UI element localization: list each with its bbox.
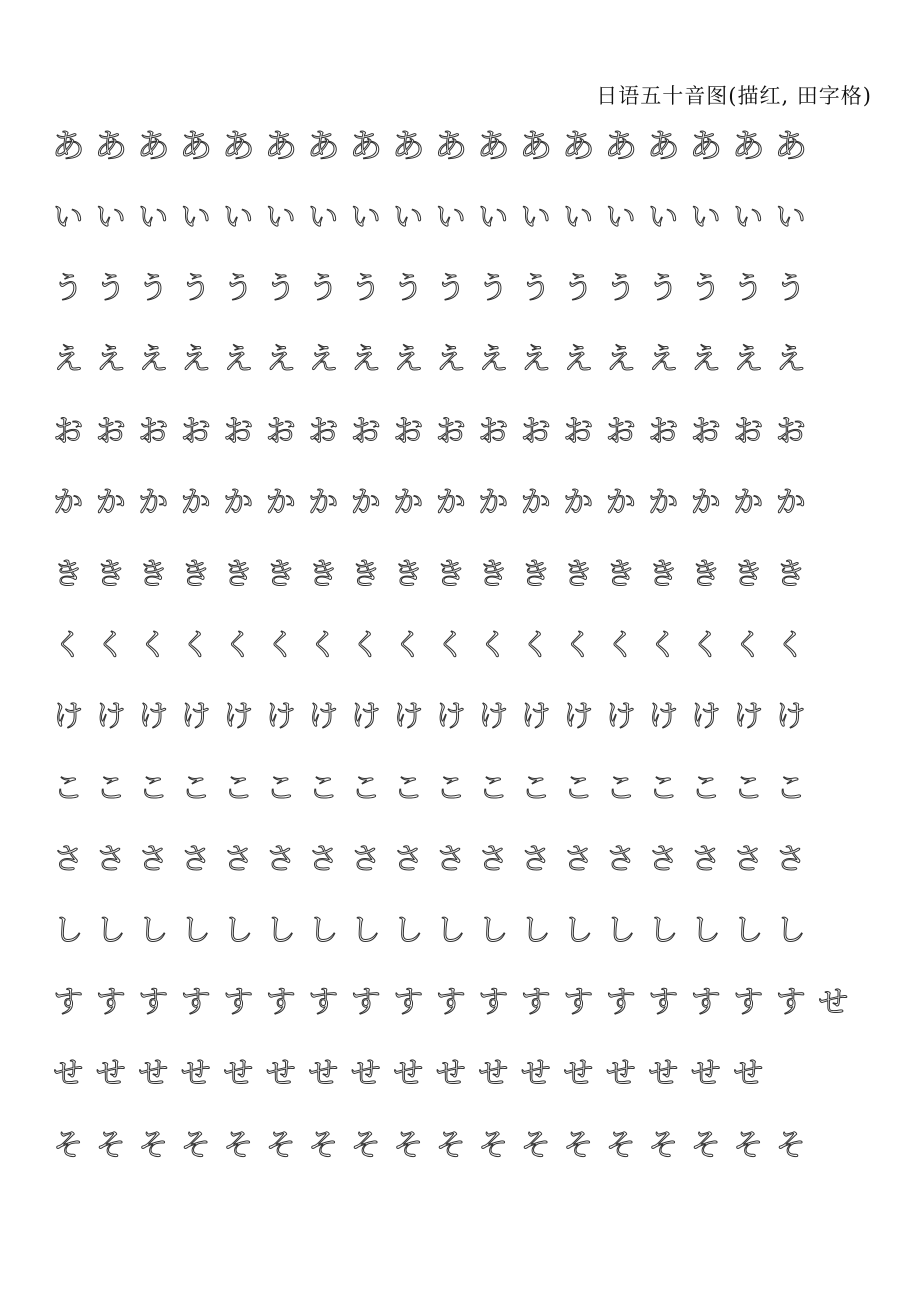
kana-trace-char: し	[435, 913, 466, 949]
kana-trace-char: く	[563, 627, 594, 663]
kana-trace-char: す	[53, 984, 84, 1020]
kana-trace-char: か	[520, 485, 551, 521]
kana-trace-char: こ	[393, 770, 424, 806]
kana-trace-char: え	[138, 342, 169, 378]
kana-trace-char: き	[435, 556, 466, 592]
kana-trace-char: せ	[393, 1056, 424, 1092]
kana-trace-char: お	[265, 413, 296, 449]
kana-trace-char: こ	[648, 770, 679, 806]
kana-trace-char: し	[53, 913, 84, 949]
kana-trace-char: う	[775, 270, 806, 306]
kana-trace-char: そ	[350, 1127, 381, 1163]
kana-trace-char: そ	[223, 1127, 254, 1163]
kana-trace-char: お	[308, 413, 339, 449]
kana-trace-char: あ	[774, 126, 808, 166]
kana-trace-char: あ	[646, 126, 680, 166]
kana-trace-char: え	[180, 342, 211, 378]
kana-trace-char: す	[223, 984, 254, 1020]
kana-trace-char: か	[223, 485, 254, 521]
kana-trace-char: き	[690, 556, 721, 592]
kana-trace-char: こ	[350, 770, 381, 806]
kana-trace-char: い	[605, 199, 636, 235]
kana-trace-char: せ	[95, 1056, 126, 1092]
kana-trace-char: う	[605, 270, 636, 306]
kana-trace-char: く	[520, 627, 551, 663]
kana-trace-char: せ	[733, 1056, 764, 1092]
kana-row	[47, 824, 877, 895]
kana-trace-char: え	[605, 342, 636, 378]
kana-trace-char: え	[223, 342, 254, 378]
kana-trace-char: い	[138, 199, 169, 235]
kana-trace-char: う	[350, 270, 381, 306]
kana-trace-char: い	[223, 199, 254, 235]
kana-trace-char: く	[95, 627, 126, 663]
kana-trace-char: い	[265, 199, 296, 235]
kana-trace-char: お	[690, 413, 721, 449]
kana-row	[47, 538, 877, 609]
kana-trace-char: こ	[95, 770, 126, 806]
kana-trace-char: き	[180, 556, 211, 592]
kana-trace-char: さ	[563, 842, 594, 878]
kana-trace-char: お	[563, 413, 594, 449]
kana-trace-char: う	[393, 270, 424, 306]
kana-trace-char: こ	[733, 770, 764, 806]
kana-trace-char: そ	[690, 1127, 721, 1163]
kana-trace-char: い	[180, 199, 211, 235]
kana-trace-char: え	[648, 342, 679, 378]
kana-trace-char: か	[775, 485, 806, 521]
kana-trace-char: し	[733, 913, 764, 949]
kana-trace-char: う	[223, 270, 254, 306]
kana-trace-char: え	[520, 342, 551, 378]
kana-trace-char: せ	[648, 1056, 679, 1092]
kana-trace-char: さ	[733, 842, 764, 878]
kana-trace-char: い	[733, 199, 764, 235]
kana-trace-char: け	[308, 699, 339, 735]
kana-trace-char: あ	[51, 126, 85, 166]
kana-trace-char: け	[223, 699, 254, 735]
kana-trace-char: い	[350, 199, 381, 235]
kana-trace-char: き	[733, 556, 764, 592]
kana-trace-char: え	[775, 342, 806, 378]
kana-trace-char: さ	[53, 842, 84, 878]
kana-trace-char: あ	[731, 126, 765, 166]
kana-trace-char: さ	[690, 842, 721, 878]
kana-trace-char: い	[435, 199, 466, 235]
kana-trace-char: す	[265, 984, 296, 1020]
kana-trace-char: あ	[136, 126, 170, 166]
kana-trace-char: か	[350, 485, 381, 521]
kana-trace-char: く	[733, 627, 764, 663]
kana-trace-char: か	[138, 485, 169, 521]
kana-row	[47, 181, 877, 252]
kana-trace-char: こ	[690, 770, 721, 806]
kana-trace-char: さ	[520, 842, 551, 878]
kana-row	[47, 253, 877, 324]
kana-trace-char: せ	[563, 1056, 594, 1092]
kana-trace-char: す	[435, 984, 466, 1020]
kana-trace-char: う	[520, 270, 551, 306]
kana-trace-char: お	[223, 413, 254, 449]
kana-row	[47, 467, 877, 538]
kana-row	[47, 610, 877, 681]
kana-trace-char: う	[308, 270, 339, 306]
kana-trace-char: き	[308, 556, 339, 592]
kana-trace-char: あ	[689, 126, 723, 166]
kana-trace-char: そ	[180, 1127, 211, 1163]
kana-trace-char: く	[393, 627, 424, 663]
kana-trace-char: き	[53, 556, 84, 592]
kana-row	[47, 110, 877, 181]
kana-trace-char: せ	[478, 1056, 509, 1092]
kana-trace-char: け	[350, 699, 381, 735]
kana-trace-char: か	[53, 485, 84, 521]
kana-row	[47, 1109, 877, 1180]
kana-trace-char: そ	[605, 1127, 636, 1163]
kana-trace-char: か	[393, 485, 424, 521]
kana-trace-char: し	[393, 913, 424, 949]
kana-trace-char: か	[95, 485, 126, 521]
kana-trace-char: す	[775, 984, 806, 1020]
kana-trace-char: す	[648, 984, 679, 1020]
kana-trace-char: お	[775, 413, 806, 449]
kana-trace-char: お	[733, 413, 764, 449]
kana-trace-char: あ	[604, 126, 638, 166]
kana-trace-char: き	[563, 556, 594, 592]
kana-trace-char: せ	[520, 1056, 551, 1092]
kana-trace-char: お	[520, 413, 551, 449]
kana-trace-char: し	[95, 913, 126, 949]
kana-trace-char: す	[180, 984, 211, 1020]
kana-trace-char: け	[775, 699, 806, 735]
kana-trace-char: き	[350, 556, 381, 592]
kana-trace-char: せ	[308, 1056, 339, 1092]
kana-trace-char: え	[95, 342, 126, 378]
kana-trace-char: こ	[223, 770, 254, 806]
kana-trace-char: す	[393, 984, 424, 1020]
kana-trace-char: け	[95, 699, 126, 735]
kana-trace-char: あ	[179, 126, 213, 166]
kana-trace-char: さ	[478, 842, 509, 878]
kana-trace-char: す	[605, 984, 636, 1020]
kana-trace-char: い	[478, 199, 509, 235]
kana-trace-char: え	[393, 342, 424, 378]
kana-trace-char: し	[265, 913, 296, 949]
kana-trace-char: け	[563, 699, 594, 735]
kana-trace-char: け	[605, 699, 636, 735]
kana-trace-char: あ	[94, 126, 128, 166]
kana-trace-char: す	[690, 984, 721, 1020]
kana-trace-char: か	[563, 485, 594, 521]
kana-trace-char: け	[520, 699, 551, 735]
kana-trace-char: さ	[775, 842, 806, 878]
kana-trace-char: え	[350, 342, 381, 378]
kana-trace-char: そ	[265, 1127, 296, 1163]
kana-trace-char: け	[733, 699, 764, 735]
kana-trace-char: く	[775, 627, 806, 663]
kana-trace-char: い	[95, 199, 126, 235]
kana-trace-char: さ	[265, 842, 296, 878]
kana-trace-char: せ	[350, 1056, 381, 1092]
kana-trace-char: け	[393, 699, 424, 735]
kana-trace-char: さ	[605, 842, 636, 878]
kana-trace-char: い	[563, 199, 594, 235]
kana-trace-char: か	[308, 485, 339, 521]
kana-trace-char: せ	[690, 1056, 721, 1092]
kana-trace-char: い	[53, 199, 84, 235]
kana-trace-char: そ	[435, 1127, 466, 1163]
kana-trace-char: し	[605, 913, 636, 949]
kana-trace-char: い	[393, 199, 424, 235]
kana-trace-char: そ	[520, 1127, 551, 1163]
kana-trace-char: う	[265, 270, 296, 306]
kana-trace-char: え	[733, 342, 764, 378]
kana-trace-char: こ	[478, 770, 509, 806]
kana-trace-char: い	[690, 199, 721, 235]
kana-trace-char: う	[53, 270, 84, 306]
kana-trace-char: あ	[476, 126, 510, 166]
kana-trace-char: い	[648, 199, 679, 235]
kana-trace-char: せ	[180, 1056, 211, 1092]
kana-trace-char: き	[95, 556, 126, 592]
kana-trace-char: そ	[563, 1127, 594, 1163]
kana-trace-char: き	[605, 556, 636, 592]
kana-trace-char: さ	[95, 842, 126, 878]
kana-trace-char: こ	[138, 770, 169, 806]
kana-trace-char: さ	[393, 842, 424, 878]
kana-trace-char: あ	[519, 126, 553, 166]
kana-trace-char: さ	[308, 842, 339, 878]
kana-trace-char: か	[478, 485, 509, 521]
kana-trace-char: か	[648, 485, 679, 521]
kana-trace-char: そ	[95, 1127, 126, 1163]
kana-trace-char: し	[223, 913, 254, 949]
kana-trace-char: う	[180, 270, 211, 306]
kana-trace-char: き	[478, 556, 509, 592]
kana-practice-grid	[47, 110, 877, 1181]
kana-trace-char: す	[138, 984, 169, 1020]
kana-trace-char: く	[308, 627, 339, 663]
kana-trace-char: え	[690, 342, 721, 378]
kana-trace-char: あ	[391, 126, 425, 166]
kana-trace-char: き	[223, 556, 254, 592]
kana-trace-char: さ	[223, 842, 254, 878]
kana-trace-char: す	[733, 984, 764, 1020]
kana-trace-char: し	[138, 913, 169, 949]
kana-trace-char: こ	[308, 770, 339, 806]
kana-row	[47, 1038, 877, 1109]
kana-trace-char: け	[265, 699, 296, 735]
kana-trace-char: く	[605, 627, 636, 663]
kana-trace-char: お	[478, 413, 509, 449]
kana-trace-char: こ	[435, 770, 466, 806]
kana-trace-char: き	[138, 556, 169, 592]
kana-trace-char: お	[180, 413, 211, 449]
kana-trace-char: さ	[350, 842, 381, 878]
kana-trace-char: し	[478, 913, 509, 949]
kana-trace-char: し	[563, 913, 594, 949]
kana-trace-char: い	[308, 199, 339, 235]
kana-trace-char: お	[435, 413, 466, 449]
kana-row	[47, 895, 877, 966]
kana-trace-char: く	[138, 627, 169, 663]
kana-trace-char: く	[690, 627, 721, 663]
kana-trace-char: か	[265, 485, 296, 521]
kana-trace-char: き	[520, 556, 551, 592]
kana-trace-char: け	[180, 699, 211, 735]
kana-trace-char: け	[435, 699, 466, 735]
kana-trace-char: か	[605, 485, 636, 521]
kana-trace-char: え	[265, 342, 296, 378]
kana-trace-char: し	[308, 913, 339, 949]
kana-trace-char: あ	[306, 126, 340, 166]
kana-trace-char: え	[308, 342, 339, 378]
kana-trace-char: す	[308, 984, 339, 1020]
kana-trace-char: お	[350, 413, 381, 449]
kana-trace-char: か	[690, 485, 721, 521]
kana-trace-char: え	[478, 342, 509, 378]
kana-trace-char: く	[53, 627, 84, 663]
kana-trace-char: く	[350, 627, 381, 663]
kana-row	[47, 753, 877, 824]
kana-trace-char: し	[690, 913, 721, 949]
kana-trace-char: く	[648, 627, 679, 663]
kana-trace-char: う	[690, 270, 721, 306]
kana-trace-char: す	[478, 984, 509, 1020]
kana-trace-char: こ	[605, 770, 636, 806]
kana-trace-char: く	[435, 627, 466, 663]
kana-trace-char: か	[435, 485, 466, 521]
kana-trace-char: お	[393, 413, 424, 449]
kana-trace-char: せ	[53, 1056, 84, 1092]
kana-trace-char: し	[775, 913, 806, 949]
kana-trace-char: し	[350, 913, 381, 949]
kana-trace-char: せ	[435, 1056, 466, 1092]
kana-trace-char: お	[138, 413, 169, 449]
kana-trace-char: く	[223, 627, 254, 663]
kana-trace-char: い	[775, 199, 806, 235]
kana-trace-char: く	[265, 627, 296, 663]
kana-trace-char: せ	[605, 1056, 636, 1092]
kana-trace-char: こ	[265, 770, 296, 806]
kana-trace-char: お	[648, 413, 679, 449]
kana-trace-char: せ	[138, 1056, 169, 1092]
kana-trace-char: け	[53, 699, 84, 735]
kana-trace-char: お	[95, 413, 126, 449]
page-title: 日语五十音图(描红, 田字格)	[596, 84, 872, 108]
kana-trace-char: け	[138, 699, 169, 735]
kana-trace-char: そ	[138, 1127, 169, 1163]
kana-trace-char: く	[180, 627, 211, 663]
kana-trace-char: こ	[563, 770, 594, 806]
kana-trace-char: そ	[308, 1127, 339, 1163]
kana-row	[47, 967, 877, 1038]
kana-trace-char: す	[95, 984, 126, 1020]
kana-trace-char: き	[265, 556, 296, 592]
kana-trace-char: お	[605, 413, 636, 449]
kana-trace-char: す	[563, 984, 594, 1020]
kana-trace-char: え	[53, 342, 84, 378]
kana-trace-char: え	[563, 342, 594, 378]
kana-trace-char: か	[733, 485, 764, 521]
kana-trace-char: か	[180, 485, 211, 521]
kana-trace-char: こ	[180, 770, 211, 806]
kana-trace-char: す	[350, 984, 381, 1020]
kana-trace-char: そ	[775, 1127, 806, 1163]
kana-trace-char: あ	[434, 126, 468, 166]
kana-trace-char: う	[648, 270, 679, 306]
kana-trace-char: い	[520, 199, 551, 235]
kana-trace-char: け	[478, 699, 509, 735]
kana-trace-char: そ	[53, 1127, 84, 1163]
kana-trace-char: さ	[180, 842, 211, 878]
kana-trace-char: せ	[223, 1056, 254, 1092]
kana-trace-char: う	[138, 270, 169, 306]
kana-trace-char: こ	[520, 770, 551, 806]
kana-trace-char: す	[520, 984, 551, 1020]
kana-trace-char: お	[53, 413, 84, 449]
kana-trace-char: き	[648, 556, 679, 592]
kana-trace-char: あ	[349, 126, 383, 166]
kana-trace-char: あ	[264, 126, 298, 166]
kana-trace-char: う	[563, 270, 594, 306]
kana-trace-char: そ	[733, 1127, 764, 1163]
kana-trace-char: そ	[478, 1127, 509, 1163]
kana-trace-char: え	[435, 342, 466, 378]
kana-trace-char: こ	[53, 770, 84, 806]
kana-trace-char: そ	[648, 1127, 679, 1163]
kana-trace-char: く	[478, 627, 509, 663]
kana-trace-char: き	[775, 556, 806, 592]
kana-trace-char: う	[478, 270, 509, 306]
kana-trace-char: そ	[393, 1127, 424, 1163]
kana-trace-char: あ	[561, 126, 595, 166]
kana-trace-char: せ	[818, 984, 849, 1020]
kana-trace-char: さ	[435, 842, 466, 878]
kana-trace-char: う	[95, 270, 126, 306]
kana-row	[47, 324, 877, 395]
kana-row	[47, 396, 877, 467]
kana-trace-char: う	[435, 270, 466, 306]
kana-trace-char: け	[690, 699, 721, 735]
kana-trace-char: あ	[221, 126, 255, 166]
kana-trace-char: し	[520, 913, 551, 949]
kana-trace-char: き	[393, 556, 424, 592]
kana-trace-char: さ	[648, 842, 679, 878]
kana-trace-char: せ	[265, 1056, 296, 1092]
kana-trace-char: さ	[138, 842, 169, 878]
kana-trace-char: し	[180, 913, 211, 949]
kana-trace-char: し	[648, 913, 679, 949]
kana-row	[47, 681, 877, 752]
kana-trace-char: こ	[775, 770, 806, 806]
kana-trace-char: う	[733, 270, 764, 306]
kana-trace-char: け	[648, 699, 679, 735]
